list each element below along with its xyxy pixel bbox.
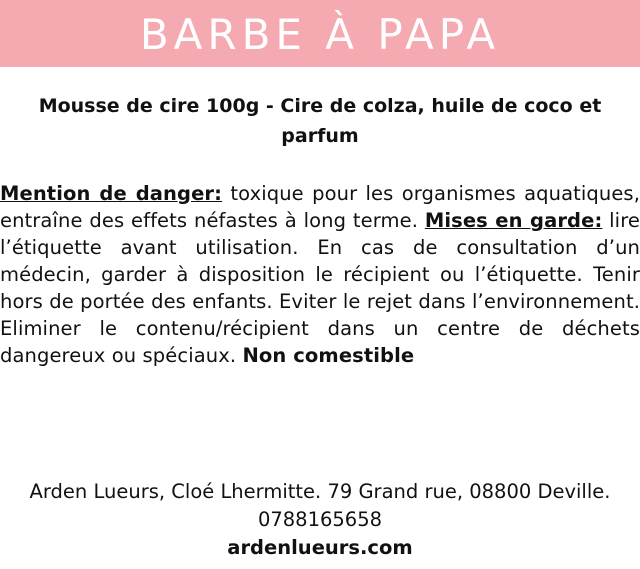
contact-phone: 0788165658 [257, 508, 383, 531]
danger-text: toxique pour les organismes aquatiques, entraîne des effets néfastes à long terme. [0, 182, 640, 232]
contact-info [0, 478, 640, 562]
not-edible-notice: Non comestible [242, 344, 415, 367]
contact-website: ardenlueurs.com [227, 536, 413, 559]
product-description: Mousse de cire 100g - Cire de colza, huile de coco et parfum [38, 95, 602, 147]
contact-address: Arden Lueurs, Cloé Lhermitte. 79 Grand rue, 08800 Deville. [29, 480, 611, 503]
precautions-text: lire l’étiquette avant utilisation. En cas de consultation d’un médecin, garder à disposition le récipient ou l’étiquette. Tenir hors de portée des enfants. Eviter le rejet dans l’environnement. Eliminer le contenu/récipient dans un centre de déchets dangereux ou spéciaux. [0, 209, 640, 367]
safety-warnings [0, 180, 640, 369]
header-banner [0, 0, 640, 67]
precautions-label: Mises en garde: [424, 209, 603, 232]
product-name-title: BARBE À PAPA [139, 9, 501, 59]
danger-label: Mention de danger: [0, 182, 223, 205]
